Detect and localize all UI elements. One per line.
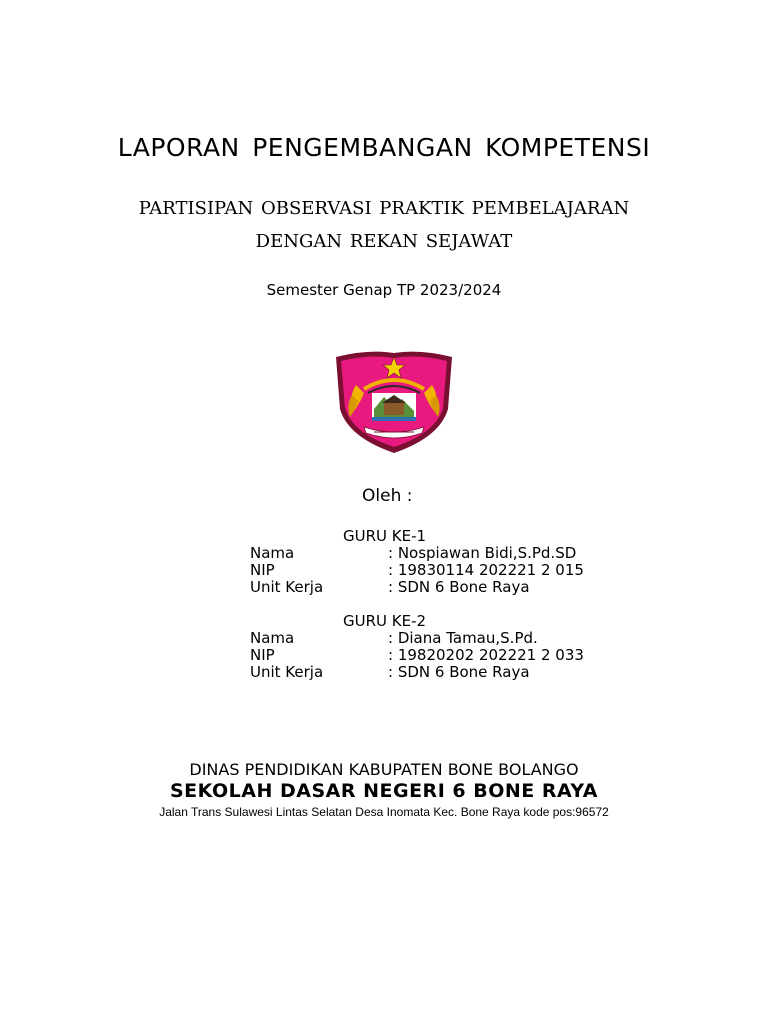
nama-label: Nama xyxy=(250,544,295,562)
oleh-label: Oleh : xyxy=(362,486,413,506)
nama-value: : Nospiawan Bidi,S.Pd.SD xyxy=(388,544,577,562)
unit-kerja-value: : SDN 6 Bone Raya xyxy=(388,578,530,596)
nip-value: : 19830114 202221 2 015 xyxy=(388,561,584,579)
nip-label: NIP xyxy=(250,561,275,579)
nama-value: : Diana Tamau,S.Pd. xyxy=(388,629,538,647)
dinas-heading: DINAS PENDIDIKAN KABUPATEN BONE BOLANGO xyxy=(189,760,579,779)
guru-2-heading: GURU KE-2 xyxy=(343,612,427,630)
subtitle-line-1: PARTISIPAN OBSERVASI PRAKTIK PEMBELAJARAN xyxy=(138,198,630,219)
nama-label: Nama xyxy=(250,629,295,647)
unit-kerja-label: Unit Kerja xyxy=(250,663,324,681)
nip-label: NIP xyxy=(250,646,275,664)
school-address: Jalan Trans Sulawesi Lintas Selatan Desa Inomata Kec. Bone Raya kode pos:96572 xyxy=(159,805,609,819)
subtitle-line-2: DENGAN REKAN SEJAWAT xyxy=(255,231,513,252)
unit-kerja-value: : SDN 6 Bone Raya xyxy=(388,663,530,681)
semester-label: Semester Genap TP 2023/2024 xyxy=(266,281,502,299)
kabupaten-bone-bolango-crest-icon xyxy=(328,345,460,457)
school-name: SEKOLAH DASAR NEGERI 6 BONE RAYA xyxy=(169,780,599,802)
document-title: LAPORAN PENGEMBANGAN KOMPETENSI xyxy=(117,133,651,162)
unit-kerja-label: Unit Kerja xyxy=(250,578,324,596)
guru-1-heading: GURU KE-1 xyxy=(343,527,427,545)
nip-value: : 19820202 202221 2 033 xyxy=(388,646,584,664)
